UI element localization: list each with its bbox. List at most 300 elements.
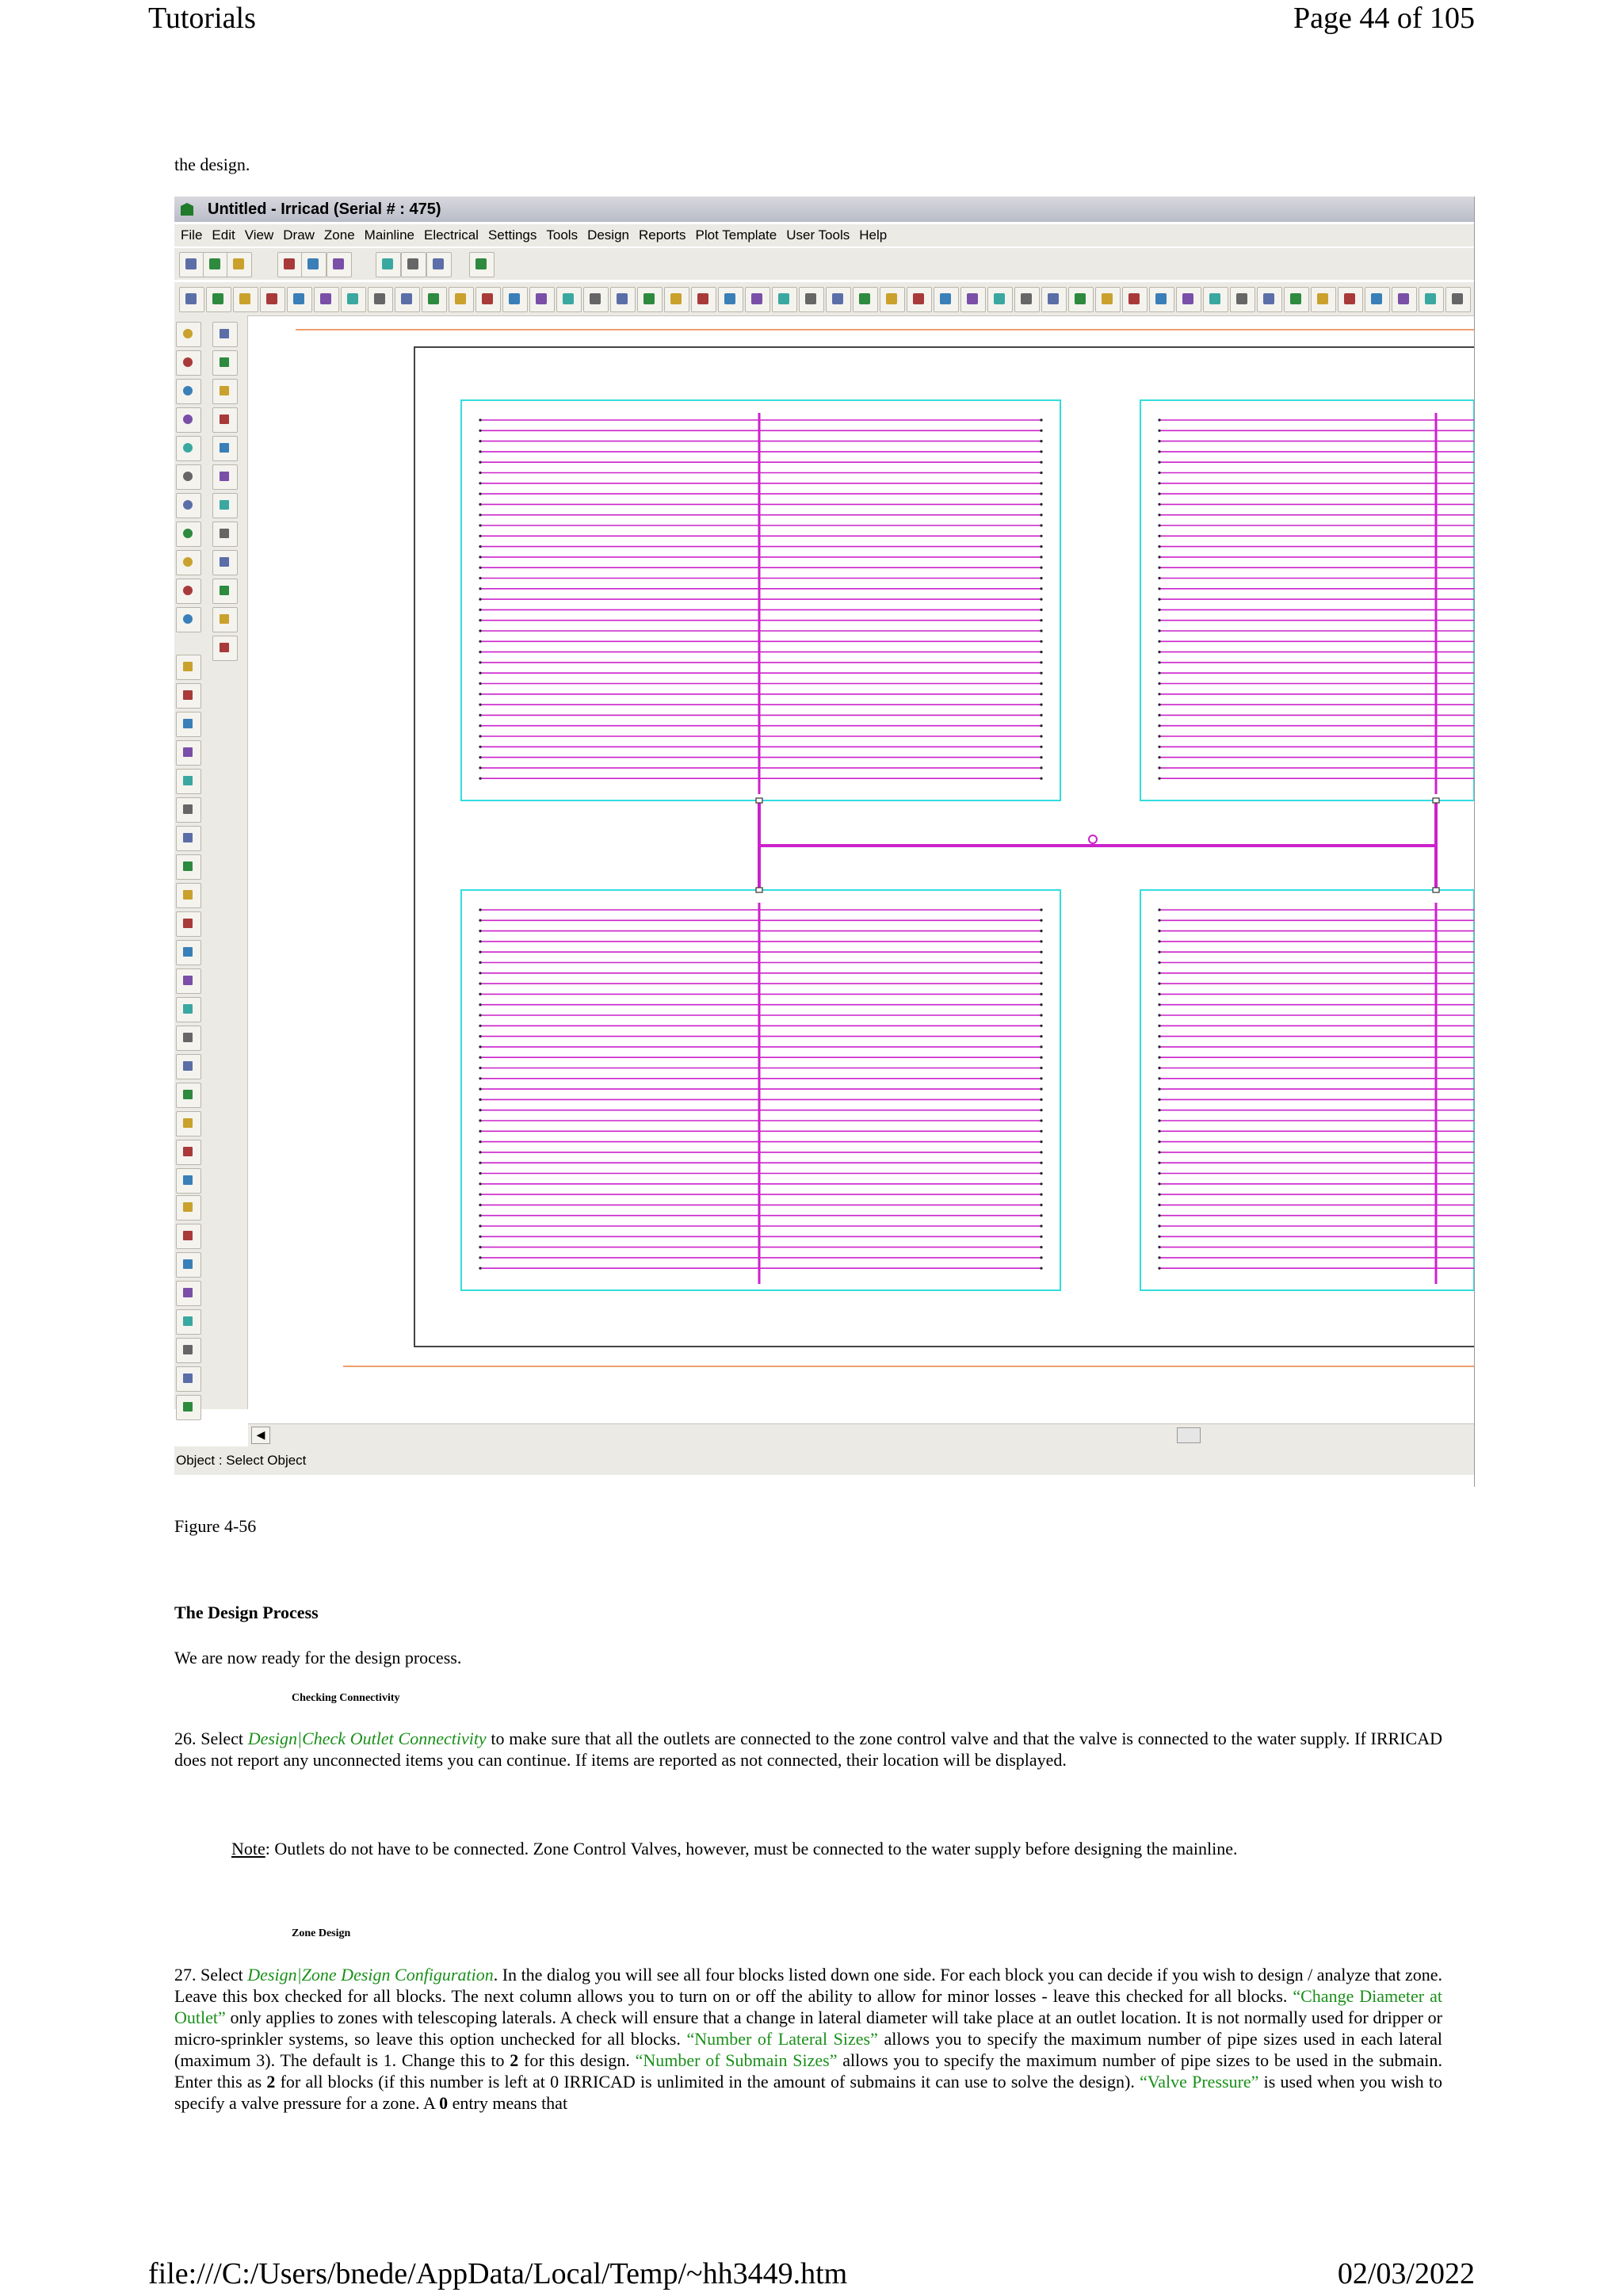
option-lateral-sizes: “Number of Lateral Sizes” xyxy=(686,2029,878,2049)
outlet-marker xyxy=(1158,724,1160,727)
outlet-marker xyxy=(479,1003,481,1006)
outlet-marker xyxy=(479,598,481,601)
outlet-marker xyxy=(479,1267,481,1270)
outlet-marker xyxy=(1040,535,1042,537)
submain-sizes-value: 2 xyxy=(266,2072,276,2092)
outlet-marker xyxy=(1158,693,1160,695)
outlet-marker xyxy=(479,1056,481,1059)
drawing-tool-icon[interactable] xyxy=(1176,287,1201,312)
step-27-paragraph xyxy=(174,1964,1442,2114)
outlet-marker xyxy=(1040,609,1042,611)
step-26-text: to make sure that all the outlets are connected to the zone control valve and that the valve is connected to the water supply. If IRRICAD does not report any unconnected items you can continue. If items are reported as not connected, their location will be displayed. xyxy=(174,1729,1442,1770)
step-27-text-2: only applies to zones with telescoping laterals. A check will ensure that a change in lateral diameter will take place at an outlet location. It is not normally used for dripper or micro-sprinkler systems, so leave this option unchecked for all blocks. xyxy=(174,2008,1442,2049)
menu-item-settings[interactable]: Settings xyxy=(487,227,537,243)
valve-pressure-value: 0 xyxy=(439,2093,449,2113)
lateral-sizes-value: 2 xyxy=(510,2050,519,2070)
figure-caption: Figure 4-56 xyxy=(174,1516,257,1536)
outlet-marker xyxy=(479,1077,481,1079)
drawing-tool-icon[interactable] xyxy=(1230,287,1255,312)
outlet-marker xyxy=(1158,972,1160,974)
outlet-marker xyxy=(1040,756,1042,758)
outlet-marker xyxy=(479,746,481,748)
outlet-marker xyxy=(479,651,481,653)
outlet-marker xyxy=(1158,461,1160,464)
pipe-junction-marker xyxy=(756,888,762,892)
page-header-title: Tutorials xyxy=(148,2,256,35)
outlet-marker xyxy=(479,930,481,932)
outlet-marker xyxy=(1158,1151,1160,1153)
outlet-marker xyxy=(479,1088,481,1091)
outlet-marker xyxy=(1040,951,1042,953)
outlet-marker xyxy=(1158,1045,1160,1048)
palette-tool-icon[interactable] xyxy=(176,997,201,1022)
outlet-marker xyxy=(479,724,481,727)
step-26-paragraph xyxy=(174,1728,1442,1771)
outlet-marker xyxy=(1040,735,1042,737)
outlet-marker xyxy=(479,609,481,611)
palette-tool-icon[interactable] xyxy=(176,1168,201,1194)
palette-tool-icon[interactable] xyxy=(212,521,238,547)
step-27-text-8: entry means that xyxy=(448,2093,568,2113)
palette-tool-icon[interactable] xyxy=(176,493,201,518)
drawing-tool-icon[interactable] xyxy=(529,287,555,312)
outlet-marker xyxy=(1040,983,1042,985)
outlet-marker xyxy=(1040,1214,1042,1217)
palette-tool-icon[interactable] xyxy=(176,911,201,937)
outlet-marker xyxy=(479,1194,481,1196)
drawing-tool-icon[interactable] xyxy=(422,287,447,312)
outlet-marker xyxy=(1040,919,1042,922)
standard-tool-icon[interactable] xyxy=(376,252,401,277)
palette-tool-icon[interactable] xyxy=(212,436,238,461)
outlet-marker xyxy=(1040,1140,1042,1143)
step-26-command: Design|Check Outlet Connectivity xyxy=(247,1729,487,1748)
menu-item-plot-template[interactable]: Plot Template xyxy=(695,227,777,243)
drawing-tool-icon[interactable] xyxy=(772,287,797,312)
outlet-marker xyxy=(1040,1035,1042,1037)
step-27-text-7: is used when you wish to specify a valve pressure for a zone. A xyxy=(174,2072,1442,2113)
drawing-tool-icon[interactable] xyxy=(691,287,716,312)
standard-tool-icon[interactable] xyxy=(227,252,252,277)
palette-tool-icon[interactable] xyxy=(176,1338,201,1363)
palette-tool-icon[interactable] xyxy=(212,636,238,661)
outlet-marker xyxy=(1040,587,1042,590)
palette-tool-icon[interactable] xyxy=(212,322,238,347)
outlet-marker xyxy=(479,1130,481,1133)
outlet-marker xyxy=(479,908,481,911)
outlet-marker xyxy=(1040,493,1042,495)
pipe-junction-marker xyxy=(756,798,762,803)
standard-tool-icon[interactable] xyxy=(426,252,452,277)
outlet-marker xyxy=(1158,1236,1160,1238)
outlet-marker xyxy=(1158,1130,1160,1133)
outlet-marker xyxy=(1040,567,1042,569)
outlet-marker xyxy=(479,682,481,685)
outlet-marker xyxy=(479,756,481,758)
outlet-marker xyxy=(1158,503,1160,506)
drawing-tool-icon[interactable] xyxy=(287,287,312,312)
outlet-marker xyxy=(479,1236,481,1238)
drawing-tool-icon[interactable] xyxy=(1284,287,1309,312)
drawing-tool-icon[interactable] xyxy=(907,287,932,312)
option-submain-sizes: “Number of Submain Sizes” xyxy=(635,2050,838,2070)
outlet-marker xyxy=(479,1035,481,1037)
window-title: Untitled - Irricad (Serial # : 475) xyxy=(208,201,441,218)
palette-tool-icon[interactable] xyxy=(176,464,201,490)
outlet-marker xyxy=(1040,440,1042,442)
palette-tool-icon[interactable] xyxy=(176,826,201,851)
scrollbar-thumb[interactable] xyxy=(1177,1427,1201,1443)
outlet-marker xyxy=(1158,1098,1160,1101)
menu-item-zone[interactable]: Zone xyxy=(323,227,355,243)
outlet-marker xyxy=(479,1025,481,1027)
outlet-marker xyxy=(1158,1067,1160,1069)
drawing-tool-icon[interactable] xyxy=(826,287,851,312)
drawing-tool-icon[interactable] xyxy=(260,287,285,312)
outlet-marker xyxy=(479,714,481,716)
drawing-tool-icon[interactable] xyxy=(745,287,770,312)
outlet-marker xyxy=(1040,450,1042,453)
outlet-marker xyxy=(479,1109,481,1111)
outlet-marker xyxy=(1158,609,1160,611)
palette-tool-icon[interactable] xyxy=(176,683,201,709)
drawing-tool-icon[interactable] xyxy=(1419,287,1444,312)
outlet-marker xyxy=(1040,503,1042,506)
outlet-marker xyxy=(1158,672,1160,674)
outlet-marker xyxy=(1158,1267,1160,1270)
outlet-marker xyxy=(1040,1204,1042,1206)
palette-tool-icon[interactable] xyxy=(176,854,201,880)
outlet-marker xyxy=(1040,472,1042,474)
drawing-tool-icon[interactable] xyxy=(880,287,905,312)
outlet-marker xyxy=(1158,735,1160,737)
palette-tool-icon[interactable] xyxy=(212,350,238,376)
outlet-marker xyxy=(1158,1214,1160,1217)
menu-item-reports[interactable]: Reports xyxy=(639,227,686,243)
outlet-marker xyxy=(1158,908,1160,911)
drawing-tool-icon[interactable] xyxy=(179,287,204,312)
palette-tool-icon[interactable] xyxy=(176,740,201,766)
outlet-marker xyxy=(1158,951,1160,953)
drawing-tool-icon[interactable] xyxy=(233,287,258,312)
drawing-tool-icon[interactable] xyxy=(556,287,582,312)
outlet-marker xyxy=(479,440,481,442)
standard-tool-icon[interactable] xyxy=(327,252,352,277)
outlet-marker xyxy=(1040,598,1042,601)
outlet-marker xyxy=(1158,766,1160,769)
outlet-marker xyxy=(1040,672,1042,674)
outlet-marker xyxy=(1040,1045,1042,1048)
outlet-marker xyxy=(1040,430,1042,432)
outlet-marker xyxy=(479,951,481,953)
outlet-marker xyxy=(1158,472,1160,474)
outlet-marker xyxy=(1040,640,1042,643)
drawing-tool-icon[interactable] xyxy=(1365,287,1390,312)
outlet-marker xyxy=(479,1162,481,1164)
outlet-marker xyxy=(479,545,481,548)
outlet-marker xyxy=(479,735,481,737)
outlet-marker xyxy=(1040,1056,1042,1059)
outlet-marker xyxy=(479,777,481,780)
outlet-marker xyxy=(479,1214,481,1217)
palette-tool-icon[interactable] xyxy=(176,350,201,376)
palette-tool-icon[interactable] xyxy=(176,521,201,547)
outlet-marker xyxy=(1158,450,1160,453)
drawing-tool-icon[interactable] xyxy=(502,287,528,312)
outlet-marker xyxy=(1040,908,1042,911)
outlet-marker xyxy=(1158,629,1160,632)
drawing-canvas[interactable] xyxy=(248,316,1474,1423)
outlet-marker xyxy=(1040,1119,1042,1121)
menu-bar xyxy=(174,224,1474,246)
palette-tool-icon[interactable] xyxy=(176,579,201,604)
drawing-tool-icon[interactable] xyxy=(1392,287,1417,312)
outlet-marker xyxy=(1040,1224,1042,1227)
drawing-tool-icon[interactable] xyxy=(610,287,636,312)
section-title: The Design Process xyxy=(174,1603,319,1622)
outlet-marker xyxy=(1040,1151,1042,1153)
palette-tool-icon[interactable] xyxy=(176,1309,201,1335)
irrigation-block xyxy=(461,890,1060,1290)
palette-tool-icon[interactable] xyxy=(212,379,238,404)
outlet-marker xyxy=(1158,651,1160,653)
subhead-connectivity: Checking Connectivity xyxy=(292,1692,400,1704)
outlet-marker xyxy=(1040,1267,1042,1270)
outlet-marker xyxy=(1158,661,1160,663)
outlet-marker xyxy=(1040,1256,1042,1259)
outlet-marker xyxy=(1158,1140,1160,1143)
outlet-marker xyxy=(1040,651,1042,653)
outlet-marker xyxy=(1040,619,1042,621)
outlet-marker xyxy=(479,482,481,484)
horizontal-scrollbar[interactable] xyxy=(248,1423,1474,1446)
palette-tool-icon[interactable] xyxy=(176,1252,201,1278)
palette-tool-icon[interactable] xyxy=(176,1111,201,1137)
drawing-tool-icon[interactable] xyxy=(1014,287,1040,312)
outlet-marker xyxy=(1040,418,1042,421)
outlet-marker xyxy=(479,567,481,569)
outlet-marker xyxy=(479,1182,481,1185)
outlet-marker xyxy=(1040,1194,1042,1196)
outlet-marker xyxy=(479,1014,481,1016)
drawing-tool-icon[interactable] xyxy=(1203,287,1228,312)
palette-tool-icon[interactable] xyxy=(212,464,238,490)
palette-tool-icon[interactable] xyxy=(212,579,238,604)
outlet-marker xyxy=(479,993,481,995)
menu-item-mainline[interactable]: Mainline xyxy=(364,227,414,243)
outlet-marker xyxy=(1158,640,1160,643)
palette-tool-icon[interactable] xyxy=(176,1195,201,1221)
outlet-marker xyxy=(479,672,481,674)
palette-tool-icon[interactable] xyxy=(176,322,201,347)
pipe-junction-marker xyxy=(1433,798,1439,803)
drawing-tool-icon[interactable] xyxy=(637,287,663,312)
palette-tool-icon[interactable] xyxy=(176,1224,201,1249)
drawing-tool-icon[interactable] xyxy=(449,287,474,312)
palette-tool-icon[interactable] xyxy=(176,968,201,994)
drawing-tool-icon[interactable] xyxy=(1122,287,1148,312)
outlet-marker xyxy=(479,1172,481,1175)
palette-tool-icon[interactable] xyxy=(176,883,201,908)
pipe-junction-marker xyxy=(1433,888,1439,892)
palette-tool-icon[interactable] xyxy=(176,1026,201,1051)
outlet-marker xyxy=(1158,961,1160,964)
drawing-tool-icon[interactable] xyxy=(206,287,231,312)
outlet-marker xyxy=(479,629,481,632)
drawing-tool-icon[interactable] xyxy=(799,287,824,312)
step-27-command: Design|Zone Design Configuration xyxy=(247,1965,494,1985)
outlet-marker xyxy=(1040,1067,1042,1069)
outlet-marker xyxy=(1040,724,1042,727)
outlet-marker xyxy=(1040,556,1042,558)
outlet-marker xyxy=(479,503,481,506)
menu-item-tools[interactable]: Tools xyxy=(546,227,579,243)
standard-tool-icon[interactable] xyxy=(401,252,426,277)
scroll-left-icon[interactable]: ◀ xyxy=(251,1427,270,1444)
palette-tool-icon[interactable] xyxy=(176,712,201,737)
palette-tool-icon[interactable] xyxy=(176,655,201,680)
outlet-marker xyxy=(1158,940,1160,942)
outlet-marker xyxy=(1040,1003,1042,1006)
outlet-marker xyxy=(1158,598,1160,601)
outlet-marker xyxy=(1158,1194,1160,1196)
drawing-tool-icon[interactable] xyxy=(395,287,420,312)
irricad-screenshot xyxy=(174,197,1475,1487)
palette-tool-icon[interactable] xyxy=(176,1140,201,1165)
palette-tool-icon[interactable] xyxy=(212,550,238,575)
subhead-zone-design: Zone Design xyxy=(292,1927,351,1939)
palette-tool-icon[interactable] xyxy=(176,1395,201,1420)
drawing-tool-icon[interactable] xyxy=(1068,287,1094,312)
outlet-marker xyxy=(1040,993,1042,995)
outlet-marker xyxy=(1158,535,1160,537)
palette-tool-icon[interactable] xyxy=(176,379,201,404)
drawing-tool-icon[interactable] xyxy=(368,287,393,312)
outlet-marker xyxy=(479,1151,481,1153)
outlet-marker xyxy=(1158,1119,1160,1121)
outlet-marker xyxy=(1158,777,1160,780)
palette-tool-icon[interactable] xyxy=(176,407,201,433)
outlet-marker xyxy=(479,1045,481,1048)
palette-tool-icon[interactable] xyxy=(176,797,201,823)
menu-item-help[interactable]: Help xyxy=(859,227,888,243)
menu-item-draw[interactable]: Draw xyxy=(283,227,315,243)
palette-tool-icon[interactable] xyxy=(176,1054,201,1079)
outlet-marker xyxy=(1040,766,1042,769)
standard-tool-icon[interactable] xyxy=(469,252,495,277)
palette-tool-icon[interactable] xyxy=(176,607,201,632)
drawing-tool-icon[interactable] xyxy=(1311,287,1336,312)
drawing-tool-icon[interactable] xyxy=(314,287,339,312)
outlet-marker xyxy=(479,640,481,643)
outlet-marker xyxy=(479,577,481,579)
drawing-tool-icon[interactable] xyxy=(1095,287,1121,312)
drawing-tool-icon[interactable] xyxy=(1338,287,1363,312)
outlet-marker xyxy=(1158,1035,1160,1037)
standard-tool-icon[interactable] xyxy=(203,252,228,277)
menu-item-electrical[interactable]: Electrical xyxy=(423,227,479,243)
palette-tool-icon[interactable] xyxy=(176,1366,201,1392)
zone-valve-icon xyxy=(1089,835,1097,843)
palette-tool-icon[interactable] xyxy=(212,493,238,518)
outlet-marker xyxy=(1040,693,1042,695)
outlet-marker xyxy=(479,661,481,663)
outlet-marker xyxy=(479,1246,481,1248)
outlet-marker xyxy=(1158,1109,1160,1111)
drawing-tool-icon[interactable] xyxy=(583,287,609,312)
palette-tool-icon[interactable] xyxy=(212,607,238,632)
outlet-marker xyxy=(1040,1077,1042,1079)
step-26-prefix: 26. Select xyxy=(174,1729,248,1748)
menu-item-view[interactable]: View xyxy=(244,227,274,243)
drawing-tool-icon[interactable] xyxy=(1041,287,1067,312)
outlet-marker xyxy=(1040,482,1042,484)
outlet-marker xyxy=(1158,1224,1160,1227)
standard-tool-icon[interactable] xyxy=(179,252,204,277)
drawing-tool-icon[interactable] xyxy=(718,287,743,312)
outlet-marker xyxy=(1040,1014,1042,1016)
standard-tool-icon[interactable] xyxy=(301,252,327,277)
palette-tool-icon[interactable] xyxy=(212,407,238,433)
palette-tool-icon[interactable] xyxy=(176,940,201,965)
outlet-marker xyxy=(1040,1172,1042,1175)
outlet-marker xyxy=(1040,661,1042,663)
palette-tool-icon[interactable] xyxy=(176,769,201,794)
outlet-marker xyxy=(1040,514,1042,516)
irrigation-block xyxy=(1140,400,1474,800)
drawing-tool-icon[interactable] xyxy=(664,287,689,312)
drawing-tool-icon[interactable] xyxy=(1445,287,1471,312)
drawing-tool-icon[interactable] xyxy=(1149,287,1174,312)
option-valve-pressure: “Valve Pressure” xyxy=(1140,2072,1259,2092)
menu-item-design[interactable]: Design xyxy=(587,227,629,243)
menu-item-edit[interactable]: Edit xyxy=(212,227,235,243)
drawing-tool-icon[interactable] xyxy=(960,287,986,312)
outlet-marker xyxy=(1040,545,1042,548)
palette-tool-icon[interactable] xyxy=(176,1083,201,1108)
outlet-marker xyxy=(1158,1014,1160,1016)
outlet-marker xyxy=(1040,1098,1042,1101)
outlet-marker xyxy=(479,619,481,621)
step-27-text-4: for this design. xyxy=(518,2050,636,2070)
menu-item-file[interactable]: File xyxy=(181,227,203,243)
palette-tool-icon[interactable] xyxy=(176,1281,201,1306)
outlet-marker xyxy=(1158,756,1160,758)
palette-tool-icon[interactable] xyxy=(176,436,201,461)
outlet-marker xyxy=(479,535,481,537)
outlet-marker xyxy=(479,472,481,474)
standard-tool-icon[interactable] xyxy=(277,252,303,277)
outlet-marker xyxy=(1158,682,1160,685)
drawing-tool-icon[interactable] xyxy=(987,287,1013,312)
step-27-prefix: 27. Select xyxy=(174,1965,248,1985)
outlet-marker xyxy=(1040,930,1042,932)
outlet-marker xyxy=(1158,493,1160,495)
drawing-tool-icon[interactable] xyxy=(341,287,366,312)
irrigation-block xyxy=(461,400,1060,800)
outlet-marker xyxy=(479,587,481,590)
drawing-tool-icon[interactable] xyxy=(934,287,959,312)
drawing-tool-icon[interactable] xyxy=(1257,287,1282,312)
palette-tool-icon[interactable] xyxy=(176,550,201,575)
irrigation-block xyxy=(1140,890,1474,1290)
intro-text: the design. xyxy=(174,155,250,174)
menu-item-user-tools[interactable]: User Tools xyxy=(786,227,850,243)
outlet-marker xyxy=(479,972,481,974)
drawing-tool-icon[interactable] xyxy=(475,287,501,312)
outlet-marker xyxy=(1040,629,1042,632)
drawing-tool-icon[interactable] xyxy=(853,287,878,312)
